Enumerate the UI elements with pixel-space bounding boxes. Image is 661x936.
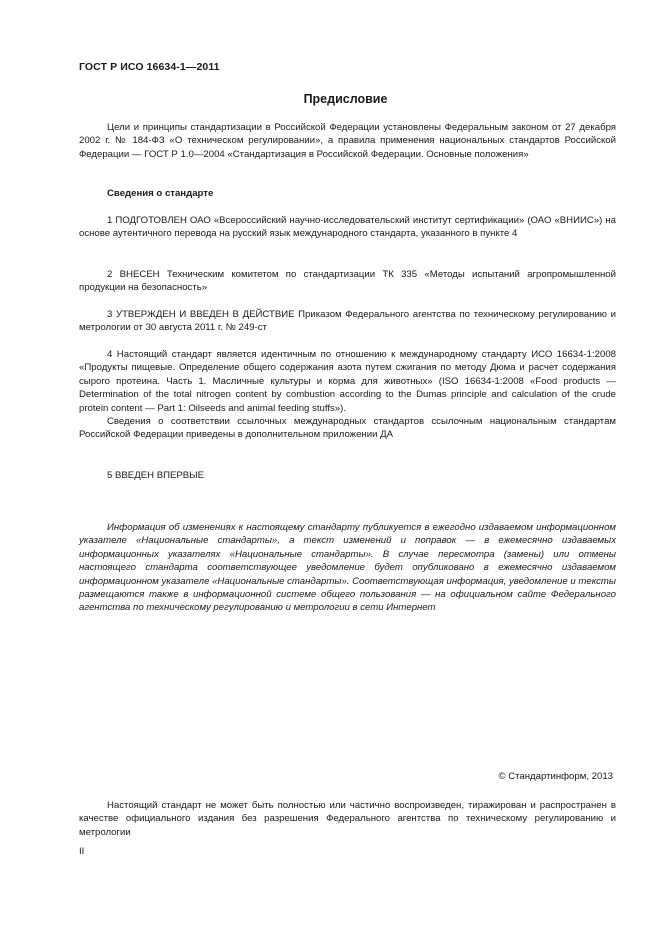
item-1 [79, 214, 616, 241]
info-heading-block [79, 187, 616, 200]
reproduction-notice [79, 799, 616, 839]
item-4-text: 4 Настоящий стандарт является идентичным по отношению к международному стандарту ИСО 16634-1:2008 «Продукты пищевые. Определение общего содержания азота путем сжигания по методу Дюма и расчет содержания сырого протеина. Часть 1. Масличные культуры и корма для животных» (ISO 16634-1:2008 «Food products — Determination of the total nitrogen content by combustion according to the Dumas principle and calculation of the crude protein content — Part 1: Oilseeds and animal feeding stuffs»). [79, 349, 616, 414]
item-2 [79, 268, 616, 295]
item-2-text: 2 ВНЕСЕН Техническим комитетом по стандартизации ТК 335 «Методы испытаний агропромышленной продукции на безопасность» [79, 269, 616, 294]
copyright-line: © Стандартинформ, 2013 [498, 771, 613, 782]
item-5-text: 5 ВВЕДЕН ВПЕРВЫЕ [107, 470, 205, 481]
item-4 [79, 348, 616, 442]
item-5 [79, 469, 616, 482]
page-title: Предисловие [303, 92, 388, 106]
item-3-text: 3 УТВЕРЖДЕН И ВВЕДЕН В ДЕЙСТВИЕ Приказом Федерального агентства по техническому регулированию и метрологии от 30 августа 2011 г. № 249-ст [79, 309, 616, 334]
document-id-header: ГОСТ Р ИСО 16634-1—2011 [79, 61, 220, 73]
reproduction-text: Настоящий стандарт не может быть полностью или частично воспроизведен, тиражирован и распространен в качестве официального издания без разрешения Федерального агентства по техническому регулированию и метрологии [79, 800, 616, 838]
info-heading: Сведения о стандарте [107, 188, 214, 199]
notice-text: Информация об изменениях к настоящему стандарту публикуется в ежегодно издаваемом информационном указателе «Национальные стандарты», а текст изменений и поправок — в ежемесячно издаваемых информационных указателях «Национальные стандарты». В случае пересмотра (замены) или отмены настоящего стандарта соответствующее уведомление будет опубликовано в ежемесячно издаваемом информационном указателе «Национальные стандарты». Соответствующая информация, уведомление и тексты размещаются также в информационной системе общего пользования — на официальном сайте Федерального агентства по техническому регулированию и метрологии в сети Интернет [79, 522, 616, 614]
page-number: II [79, 846, 85, 857]
item-3 [79, 308, 616, 335]
intro-paragraph [79, 121, 616, 161]
intro-text: Цели и принципы стандартизации в Российской Федерации установлены Федеральным законом от 27 декабря 2002 г. № 184-ФЗ «О техническом регулировании», а правила применения национальных стандартов Российской Федерации — ГОСТ Р 1.0—2004 «Стандартизация в Российской Федерации. Основные положения» [79, 122, 616, 160]
notice-block [79, 521, 616, 615]
item-1-text: 1 ПОДГОТОВЛЕН ОАО «Всероссийский научно-исследовательский институт сертификации» (ОАО «ВНИИС») на основе аутентичного перевода на русский язык международного стандарта, указанного в пункте 4 [79, 215, 616, 240]
item-4-correspondence-text: Сведения о соответствии ссылочных международных стандартов ссылочным национальным стандартам Российской Федерации приведены в дополнительном приложении ДА [79, 416, 616, 441]
